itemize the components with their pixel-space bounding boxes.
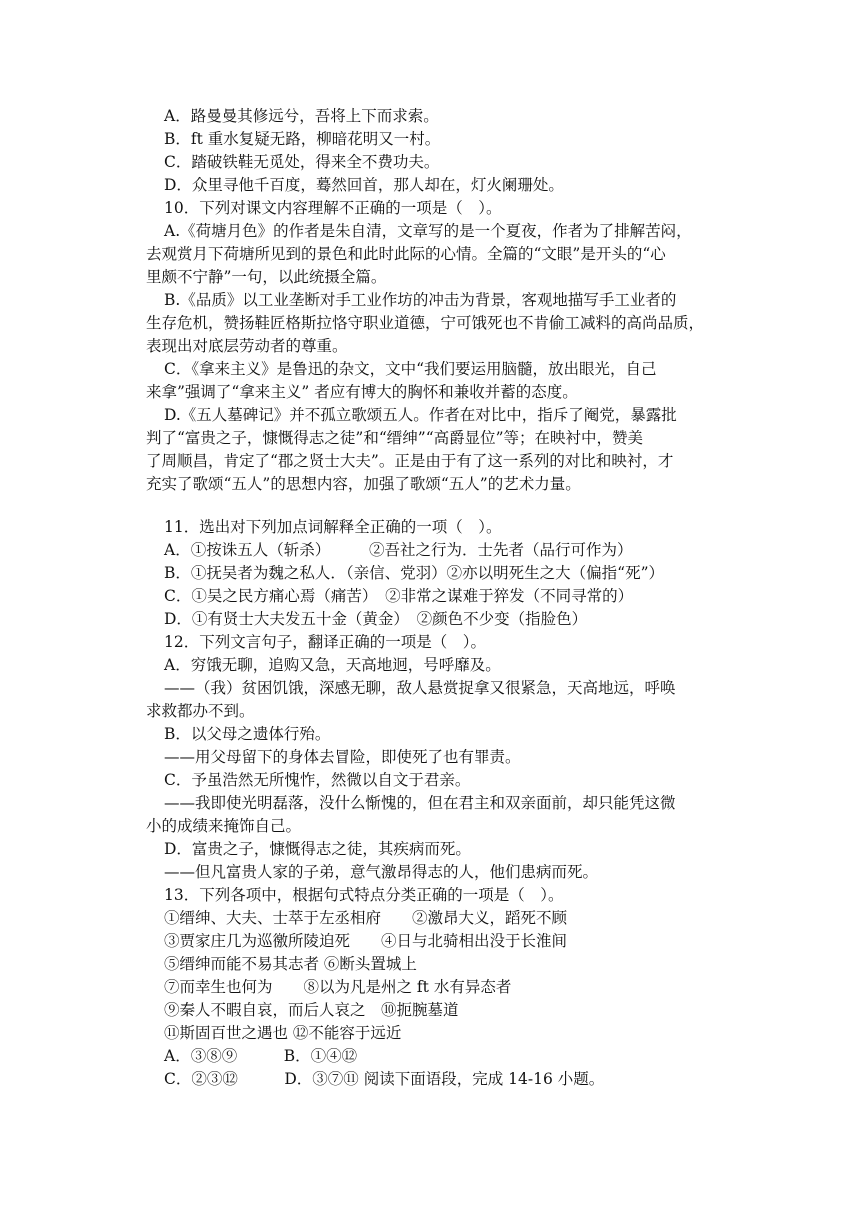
translation-line: 小的成绩来掩饰自己。 [146, 817, 302, 835]
option-line: C．①吴之民方痛心焉（痛苦） ②非常之谋难于猝发（不同寻常的） [164, 587, 634, 605]
paragraph-line: D.《五人墓碑记》并不孤立歌颂五人。作者在对比中，指斥了阉党，暴露批 [164, 406, 677, 424]
option-line: D．①有贤士大夫发五十金（黄金） ②颜色不少变（指脸色） [164, 610, 588, 628]
translation-line: 求救都办不到。 [146, 702, 255, 720]
paragraph-line: 去观赏月下荷塘所见到的景色和此时此际的心情。全篇的“文眼”是开头的“心 [146, 245, 666, 263]
paragraph-line: 表现出对底层劳动者的尊重。 [146, 337, 348, 355]
option-line: B．以父母之遗体行殆。 [164, 725, 331, 743]
sentence-list-line: ⑦而幸生也何为 ⑧以为凡是州之 ft 水有异态者 [164, 978, 512, 996]
paragraph-line: C．《拿来主义》是鲁迅的杂文，文中“我们要运用脑髓，放出眼光，自己 [164, 360, 657, 378]
paragraph-line: 生存危机，赞扬鞋匠格斯拉恪守职业道德，宁可饿死也不肯偷工减料的高尚品质， [146, 314, 705, 332]
option-line: A．穷饿无聊，追购又急，天高地迥，号呼靡及。 [164, 656, 501, 674]
sentence-list-line: ③贾家庄几为巡徼所陵迫死 ④日与北骑相出没于长淮间 [164, 932, 568, 950]
question-12: 12．下列文言句子，翻译正确的一项是（ ）。 [164, 633, 486, 651]
paragraph-line: 来拿”强调了“拿来主义” 者应有博大的胸怀和兼收并蓄的态度。 [146, 383, 578, 401]
option-line: B．①抚吴者为魏之私人．（亲信、党羽）②亦以明死生之大（偏指“死”） [164, 564, 664, 582]
translation-line: ——我即使光明磊落，没什么惭愧的，但在君主和双亲面前，却只能凭这微 [164, 794, 676, 812]
option-line: D．众里寻他千百度，蓦然回首，那人却在，灯火阑珊处。 [164, 176, 564, 194]
option-line: C．踏破铁鞋无觅处，得来全不费功夫。 [164, 153, 440, 171]
sentence-list-line: ①缙绅、大夫、士萃于左丞相府 ②激昂大义，蹈死不顾 [164, 909, 568, 927]
question-13: 13．下列各项中，根据句式特点分类正确的一项是（ ）。 [164, 886, 564, 904]
sentence-list-line: ⑪斯固百世之遇也 ⑫不能容于远近 [164, 1024, 402, 1042]
translation-line: ——用父母留下的身体去冒险，即使死了也有罪责。 [164, 748, 521, 766]
option-line: A．路曼曼其修远兮，吾将上下而求索。 [164, 107, 439, 125]
sentence-list-line: ⑨秦人不暇自哀，而后人哀之 ⑩扼腕墓道 [164, 1001, 459, 1019]
option-line: C．予虽浩然无所愧怍，然微以自文于君亲。 [164, 771, 471, 789]
option-line: C．②③⑫ D．③⑦⑪ 阅读下面语段，完成 14-16 小题。 [164, 1070, 605, 1088]
paragraph-line: 里颇不宁静”一句，以此统摄全篇。 [146, 268, 387, 286]
option-line: D．富贵之子，慷慨得志之徒，其疾病而死。 [164, 840, 471, 858]
sentence-list-line: ⑤缙绅而能不易其志者 ⑥断头置城上 [164, 955, 417, 973]
paragraph-line: 了周顺昌，肯定了“郡之贤士大夫”。正是由于有了这一系列的对比和映衬，才 [146, 452, 674, 470]
translation-line: ——但凡富贵人家的子弟，意气激昂得志的人，他们患病而死。 [164, 863, 599, 881]
paragraph-line: 判了“富贵之子，慷慨得志之徒”和“缙绅”“高爵显位”等；在映衬中，赞美 [146, 429, 644, 447]
option-line: B．ft 重水复疑无路，柳暗花明又一村。 [164, 130, 441, 148]
paragraph-line: A.《荷塘月色》的作者是朱自清，文章写的是一个夏夜，作者为了排解苦闷， [164, 222, 692, 240]
question-10: 10．下列对课文内容理解不正确的一项是（ ）。 [164, 199, 502, 217]
option-line: A．③⑧⑨ B．①④⑫ [164, 1047, 358, 1065]
paragraph-line: B.《品质》以工业垄断对手工业作坊的冲击为背景，客观地描写手工业者的 [164, 291, 677, 309]
question-11: 11．选出对下列加点词解释全正确的一项（ ）。 [164, 518, 502, 536]
translation-line: ——（我）贫困饥饿，深感无聊，敌人悬赏捉拿又很紧急，天高地远，呼唤 [164, 679, 676, 697]
option-line: A．①按诛五人（斩杀） ②吾社之行为．士先者（品行可作为） [164, 541, 633, 559]
paragraph-line: 充实了歌颂“五人”的思想内容，加强了歌颂“五人”的艺术力量。 [146, 475, 581, 493]
